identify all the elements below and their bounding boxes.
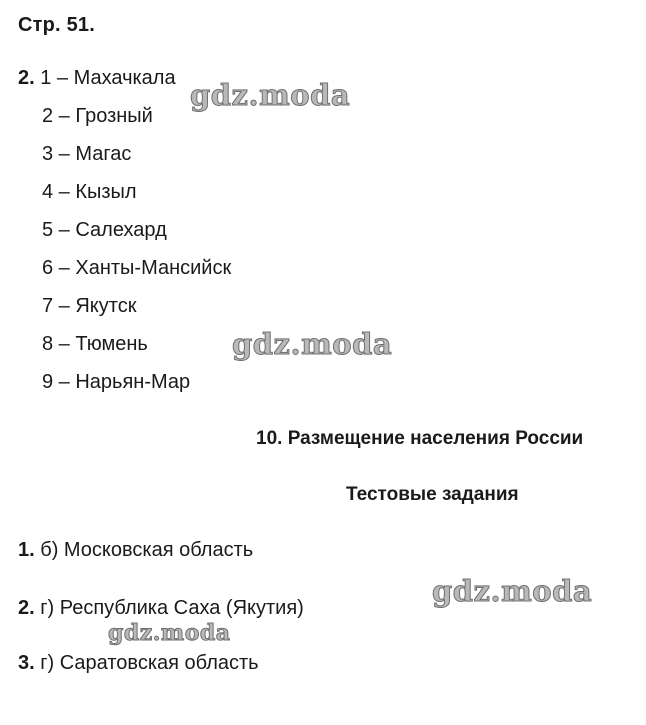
answer-1 [18, 538, 253, 562]
task2-item-3: 3 – Магас [42, 143, 132, 165]
task2-item-2: 2 – Грозный [42, 105, 153, 127]
task2-item-4: 4 – Кызыл [42, 181, 137, 203]
watermark: gdz.moda [432, 574, 593, 608]
answer-3-text: г) Саратовская область [40, 652, 259, 674]
answer-3-number: 3. [18, 652, 35, 674]
section-title: 10. Размещение населения России [256, 428, 584, 449]
answer-1-text: б) Московская область [40, 539, 254, 561]
answer-3 [18, 651, 259, 675]
task2-item-1 [18, 66, 176, 90]
task2-item-8: 8 – Тюмень [42, 333, 148, 355]
task2-item-7: 7 – Якутск [42, 295, 137, 317]
section-subtitle: Тестовые задания [346, 484, 519, 505]
answer-2-number: 2. [18, 597, 35, 619]
watermark: gdz.moda [190, 78, 351, 112]
task2-item-1-text: 1 – Махачкала [40, 67, 176, 89]
watermark: gdz.moda [232, 327, 393, 361]
watermark: gdz.moda [108, 620, 231, 646]
answer-2-text: г) Республика Саха (Якутия) [40, 597, 304, 619]
task2-item-5: 5 – Салехард [42, 219, 167, 241]
answer-2 [18, 596, 304, 620]
task2-item-6: 6 – Ханты-Мансийск [42, 257, 232, 279]
page-header: Стр. 51. [18, 14, 95, 36]
task2-number: 2. [18, 67, 35, 89]
answer-1-number: 1. [18, 539, 35, 561]
task2-item-9: 9 – Нарьян-Мар [42, 371, 191, 393]
